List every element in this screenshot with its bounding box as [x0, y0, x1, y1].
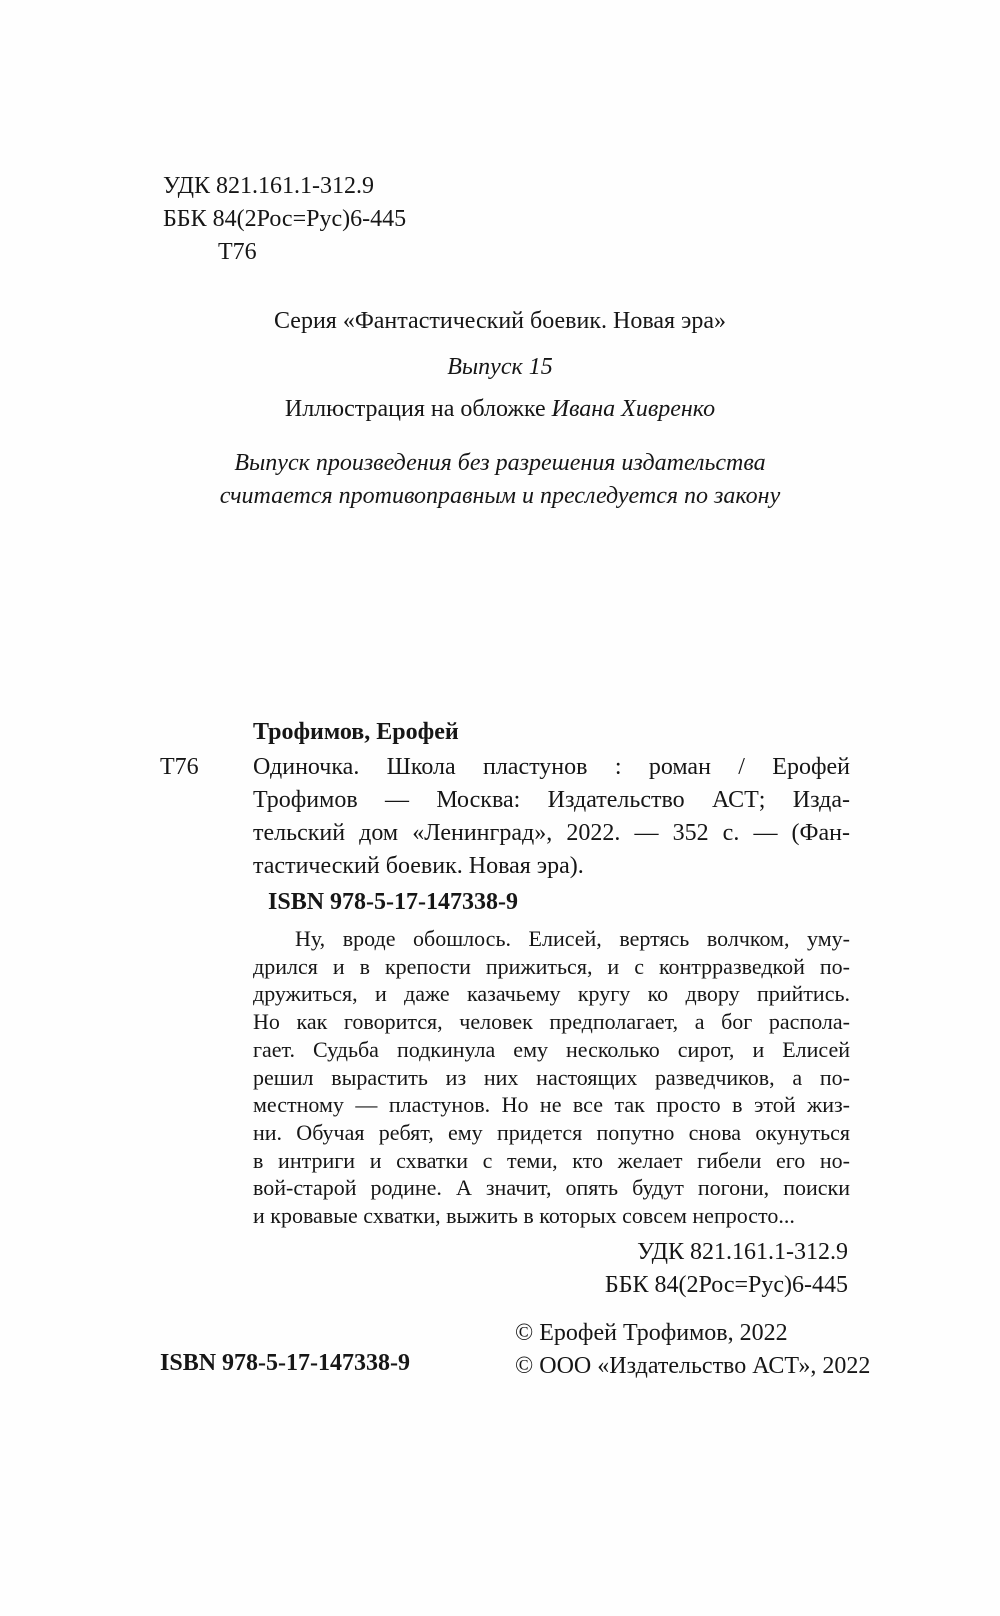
- udk-code-bottom: УДК 821.161.1-312.9: [637, 1239, 848, 1265]
- series-block: [0, 305, 1000, 513]
- series-issue: Выпуск 15: [447, 354, 553, 380]
- bbk-code: ББК 84(2Рос=Рус)6-445: [163, 206, 407, 232]
- isbn-catalog: ISBN 978-5-17-147338-9: [268, 889, 518, 915]
- catalog-author-code: Т76: [160, 754, 199, 780]
- series-title: Серия «Фантастический боевик. Новая эра»: [273, 308, 726, 334]
- copyright-warning-line2: считается противоправным и преследуется по закону: [219, 483, 781, 509]
- bibliographic-description: Одиночка. Школа пластунов : роман / Ерофей Трофимов — Москва: Издательство АСТ; Изда- тельский дом «Ленинград», 2022. — 352 с. — (Фан- тастический боевик. Новая эра).: [253, 754, 850, 879]
- illustration-credit: [0, 393, 1000, 426]
- bbk-code-bottom: ББК 84(2Рос=Рус)6-445: [604, 1272, 848, 1298]
- annotation-text: Ну, вроде обошлось. Елисей, вертясь волчком, уму- дрился и в крепости прижиться, и с контрразведкой по- дружиться, и даже казачьему кругу ко двору прийтись. Но как говорится, человек предполагает, а бог распола- гает. Судьба подкинула ему несколько сирот, и Елисей решил вырастить из них настоящих разведчиков, а по- местному — пластунов. Но не все так просто в этой жиз- ни. Обучая ребят, ему придется попутно снова окунуться в интриги и схватки с теми, кто желает гибели его но- вой-старой родине. А значит, опять будут погони, поиски и кровавые схватки, выжить в которых совсем непросто...: [253, 926, 850, 1229]
- copyright-publisher: © ООО «Издательство АСТ», 2022: [515, 1353, 871, 1379]
- copyright-warning-line1: Выпуск произведения без разрешения издательства: [234, 450, 766, 476]
- illustration-artist: Ивана Хивренко: [551, 396, 716, 422]
- isbn-bottom: ISBN 978-5-17-147338-9: [160, 1350, 410, 1376]
- footer-classification-codes: [605, 1236, 848, 1302]
- classification-codes: [163, 170, 406, 269]
- illustration-credit-label: Иллюстрация на обложке: [284, 396, 546, 422]
- copyright-block: [515, 1317, 870, 1383]
- udk-code: УДК 821.161.1-312.9: [163, 173, 374, 199]
- catalog-author: Трофимов, Ерофей: [253, 719, 459, 745]
- author-code: Т76: [218, 239, 257, 265]
- copyright-author: © Ерофей Трофимов, 2022: [515, 1320, 788, 1346]
